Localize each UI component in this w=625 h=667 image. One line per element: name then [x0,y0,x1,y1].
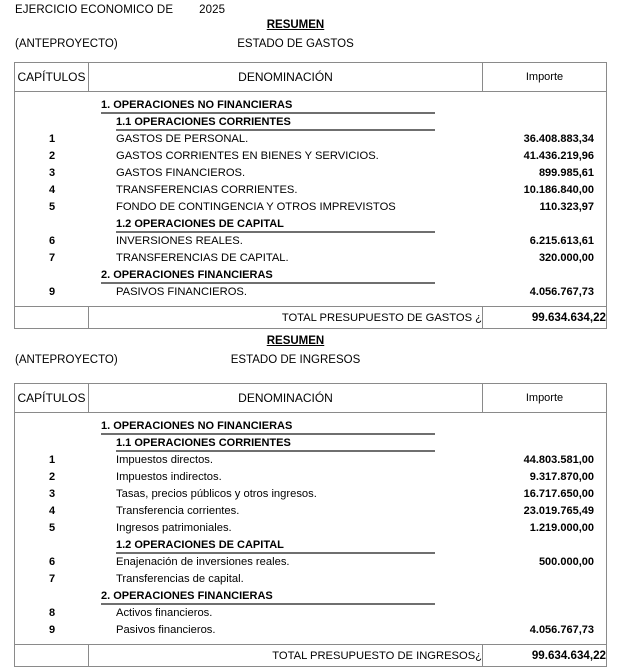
ingresos-estado-title: ESTADO DE INGRESOS [230,354,361,366]
ingresos-total-amount: 99.634.634,22 [483,645,607,667]
table-row [15,554,606,571]
ingresos-total-row [15,645,607,667]
gastos-row-list [15,97,606,306]
row-denominacion [89,97,483,114]
gastos-total-label: TOTAL PRESUPUESTO DE GASTOS ¿ [89,307,483,329]
row-denominacion [89,131,483,148]
row-importe: 6.215.613,61 [529,235,594,247]
row-importe: 41.436.219,96 [523,150,594,162]
row-denominacion [89,622,483,639]
row-denominacion-text: 1.2 OPERACIONES DE CAPITAL [116,539,284,551]
gastos-estado-title: ESTADO DE GASTOS [237,38,354,50]
table-row [15,199,606,216]
row-denominacion [89,216,483,233]
table-row [15,284,606,301]
row-denominacion-text: 1. OPERACIONES NO FINANCIERAS [101,420,293,432]
table-row [15,148,606,165]
row-denominacion [89,114,483,131]
row-importe: 320.000,00 [538,252,594,264]
gastos-rows-container [15,92,607,307]
table-row [15,503,606,520]
row-denominacion [89,571,483,588]
row-denominacion [89,486,483,503]
row-importe: 10.186.840,00 [523,184,594,196]
ingresos-rows-container [15,413,607,645]
row-denominacion-text: Pasivos financieros. [116,624,216,636]
row-capitulo: 6 [48,235,56,247]
exercise-line [15,4,225,16]
row-denominacion-text: INVERSIONES REALES. [116,235,243,247]
row-capitulo: 2 [48,150,56,162]
row-importe: 4.056.767,73 [529,624,594,636]
table-row [15,605,606,622]
row-denominacion [89,452,483,469]
ingresos-col-denominacion: DENOMINACIÓN [89,384,483,413]
row-denominacion-text: FONDO DE CONTINGENCIA Y OTROS IMPREVISTOS [116,201,396,213]
row-denominacion [89,537,483,554]
row-capitulo: 9 [48,286,56,298]
ingresos-row-list [15,418,606,644]
row-denominacion-text: 1. OPERACIONES NO FINANCIERAS [101,99,293,111]
row-capitulo: 4 [48,505,56,517]
gastos-total-row [15,307,607,329]
row-denominacion-text: GASTOS CORRIENTES EN BIENES Y SERVICIOS. [116,150,379,162]
row-denominacion [89,605,483,622]
row-capitulo: 5 [48,201,56,213]
exercise-label: EJERCICIO ECONOMICO DE [15,4,174,16]
gastos-col-capitulos: CAPÍTULOS [15,63,89,92]
row-importe: 4.056.767,73 [529,286,594,298]
row-denominacion-text: TRANSFERENCIAS DE CAPITAL. [116,252,289,264]
table-row [15,250,606,267]
row-denominacion-text: Enajenación de inversiones reales. [116,556,290,568]
table-row [15,571,606,588]
row-denominacion-text: 2. OPERACIONES FINANCIERAS [101,269,273,281]
row-denominacion-text: Transferencia corrientes. [116,505,240,517]
row-capitulo: 7 [48,252,56,264]
row-denominacion [89,250,483,267]
table-row [15,216,606,233]
row-capitulo: 1 [48,133,56,145]
row-importe: 36.408.883,34 [523,133,594,145]
ingresos-table [14,383,607,667]
row-capitulo: 4 [48,184,56,196]
table-row [15,520,606,537]
row-capitulo: 2 [48,471,56,483]
table-row [15,452,606,469]
table-row [15,165,606,182]
gastos-col-denominacion: DENOMINACIÓN [89,63,483,92]
row-denominacion [89,520,483,537]
gastos-total-amount: 99.634.634,22 [483,307,607,329]
row-denominacion-text: 2. OPERACIONES FINANCIERAS [101,590,273,602]
ingresos-table-body [15,413,607,667]
table-row [15,588,606,605]
table-row [15,469,606,486]
row-importe: 44.803.581,00 [523,454,594,466]
row-denominacion [89,199,483,216]
gastos-rows-cell [15,92,607,307]
table-row [15,537,606,554]
row-capitulo: 9 [48,624,56,636]
gastos-resumen-title: RESUMEN [266,19,325,31]
row-importe: 16.717.650,00 [523,488,594,500]
ingresos-header-block [0,329,625,383]
row-denominacion-text: GASTOS FINANCIEROS. [116,167,246,179]
row-capitulo: 3 [48,167,56,179]
row-denominacion [89,165,483,182]
row-denominacion [89,469,483,486]
row-denominacion [89,435,483,452]
row-capitulo: 7 [48,573,56,585]
row-denominacion [89,148,483,165]
row-denominacion-text: Activos financieros. [116,607,213,619]
gastos-total-spacer [15,307,89,329]
gastos-col-importe: Importe [483,63,607,92]
row-denominacion [89,503,483,520]
row-denominacion-text: Impuestos directos. [116,454,214,466]
ingresos-header-row [15,384,607,413]
gastos-table-body [15,92,607,329]
table-row [15,97,606,114]
row-denominacion-text: GASTOS DE PERSONAL. [116,133,249,145]
row-capitulo: 1 [48,454,56,466]
gastos-header-row [15,63,607,92]
row-list-bottom-spacer [15,301,606,306]
row-denominacion [89,588,483,605]
row-denominacion-text: TRANSFERENCIAS CORRIENTES. [116,184,298,196]
table-row [15,267,606,284]
row-denominacion [89,284,483,301]
ingresos-total-label: TOTAL PRESUPUESTO DE INGRESOS¿ [89,645,483,667]
row-importe: 1.219.000,00 [529,522,594,534]
table-row [15,182,606,199]
ingresos-anteproyecto-label: (ANTEPROYECTO) [15,354,118,366]
row-denominacion [89,182,483,199]
row-denominacion [89,233,483,250]
ingresos-resumen-title: RESUMEN [266,335,325,347]
row-importe: 500.000,00 [538,556,594,568]
row-denominacion-text: Ingresos patrimoniales. [116,522,232,534]
row-importe: 110.323,97 [539,201,594,213]
row-denominacion [89,418,483,435]
row-denominacion-text: Transferencias de capital. [116,573,244,585]
ingresos-rows-cell [15,413,607,645]
row-denominacion-text: Tasas, precios públicos y otros ingresos. [116,488,317,500]
row-list-bottom-spacer [15,639,606,644]
ingresos-total-spacer [15,645,89,667]
row-importe: 23.019.765,49 [523,505,594,517]
row-capitulo: 5 [48,522,56,534]
row-denominacion-text: Impuestos indirectos. [116,471,222,483]
exercise-year: 2025 [199,4,226,16]
gastos-header-block [0,0,625,62]
table-row [15,622,606,639]
table-row [15,233,606,250]
row-capitulo: 6 [48,556,56,568]
row-denominacion-text: 1.1 OPERACIONES CORRIENTES [116,437,291,449]
ingresos-col-importe: Importe [483,384,607,413]
gastos-anteproyecto-label: (ANTEPROYECTO) [15,38,118,50]
row-denominacion-text: 1.1 OPERACIONES CORRIENTES [116,116,291,128]
row-importe: 899.985,61 [538,167,594,179]
table-row [15,486,606,503]
row-capitulo: 8 [48,607,56,619]
row-denominacion [89,267,483,284]
row-capitulo: 3 [48,488,56,500]
ingresos-col-capitulos: CAPÍTULOS [15,384,89,413]
row-denominacion [89,554,483,571]
gastos-table-head [15,63,607,92]
table-row [15,114,606,131]
row-denominacion-text: PASIVOS FINANCIEROS. [116,286,247,298]
ingresos-table-head [15,384,607,413]
table-row [15,131,606,148]
table-row [15,418,606,435]
row-denominacion-text: 1.2 OPERACIONES DE CAPITAL [116,218,284,230]
gastos-table [14,62,607,329]
table-row [15,435,606,452]
row-importe: 9.317.870,00 [529,471,594,483]
